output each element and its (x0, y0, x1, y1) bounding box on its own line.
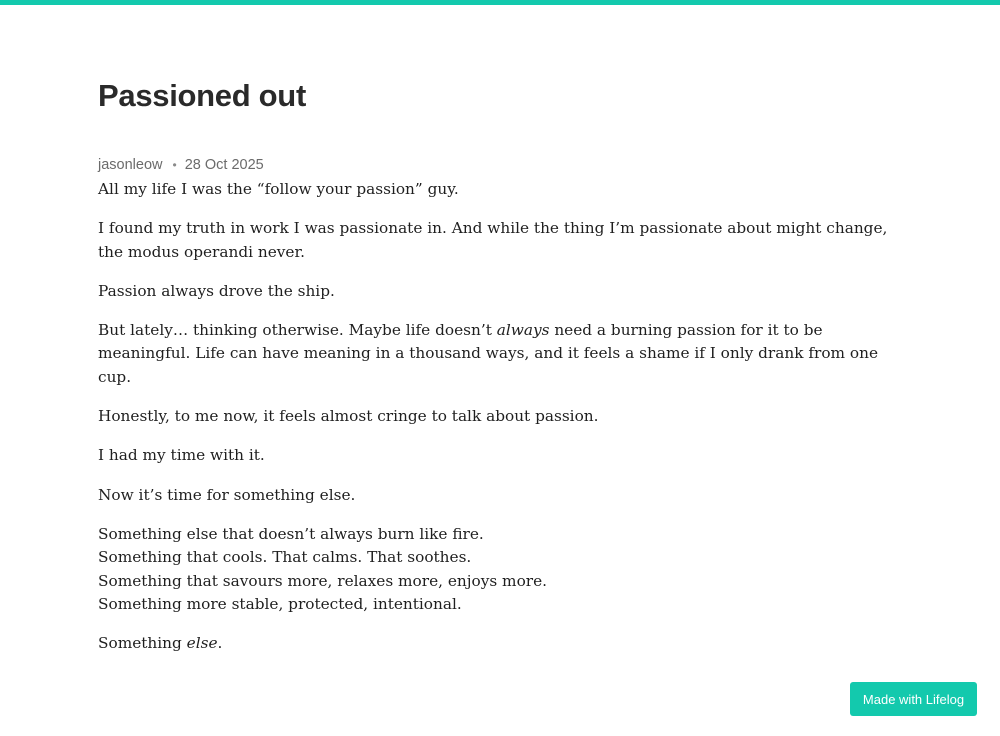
made-with-lifelog-button[interactable]: Made with Lifelog (850, 682, 977, 716)
paragraph-8-line-1: Something else that doesn’t always burn like fire. (98, 524, 484, 543)
post-meta (98, 155, 898, 175)
post-date: 28 Oct 2025 (184, 157, 264, 173)
paragraph-3: Passion always drove the ship. (98, 281, 335, 300)
post-article (98, 70, 898, 671)
paragraph-4-text-start: But lately… thinking otherwise. Maybe life doesn’t (98, 321, 497, 340)
paragraph-1: All my life I was the “follow your passion” guy. (98, 180, 459, 198)
paragraph-9-text-end: . (217, 634, 223, 653)
paragraph-5: Honestly, to me now, it feels almost cringe to talk about passion. (98, 407, 599, 426)
paragraph-4-emphasis: always (496, 321, 550, 340)
paragraph-2: I found my truth in work I was passionate in. And while the thing I’m passionate about might change, the modus operandi never. (98, 219, 888, 261)
post-title: Passioned out (98, 78, 306, 113)
paragraph-9 (98, 632, 898, 655)
paragraph-8 (98, 523, 898, 616)
paragraph-7: Now it’s time for something else. (98, 485, 356, 504)
post-author[interactable]: jasonleow (98, 157, 163, 173)
paragraph-8-line-2: Something that cools. That calms. That soothes. (98, 548, 472, 567)
paragraph-4 (98, 319, 898, 389)
meta-separator: • (172, 158, 177, 172)
paragraph-9-text-start: Something (98, 634, 187, 653)
top-accent-bar (0, 0, 1000, 5)
paragraph-8-line-3: Something that savours more, relaxes more, enjoys more. (98, 571, 548, 590)
paragraph-6: I had my time with it. (98, 446, 265, 465)
paragraph-4-text-end: need a burning passion for it to be meaningful. Life can have meaning in a thousand ways, and it feels a shame if I only drank from one cup. (98, 321, 879, 386)
post-body (98, 178, 898, 655)
paragraph-9-emphasis: else (186, 634, 218, 653)
paragraph-8-line-4: Something more stable, protected, intentional. (98, 594, 462, 613)
